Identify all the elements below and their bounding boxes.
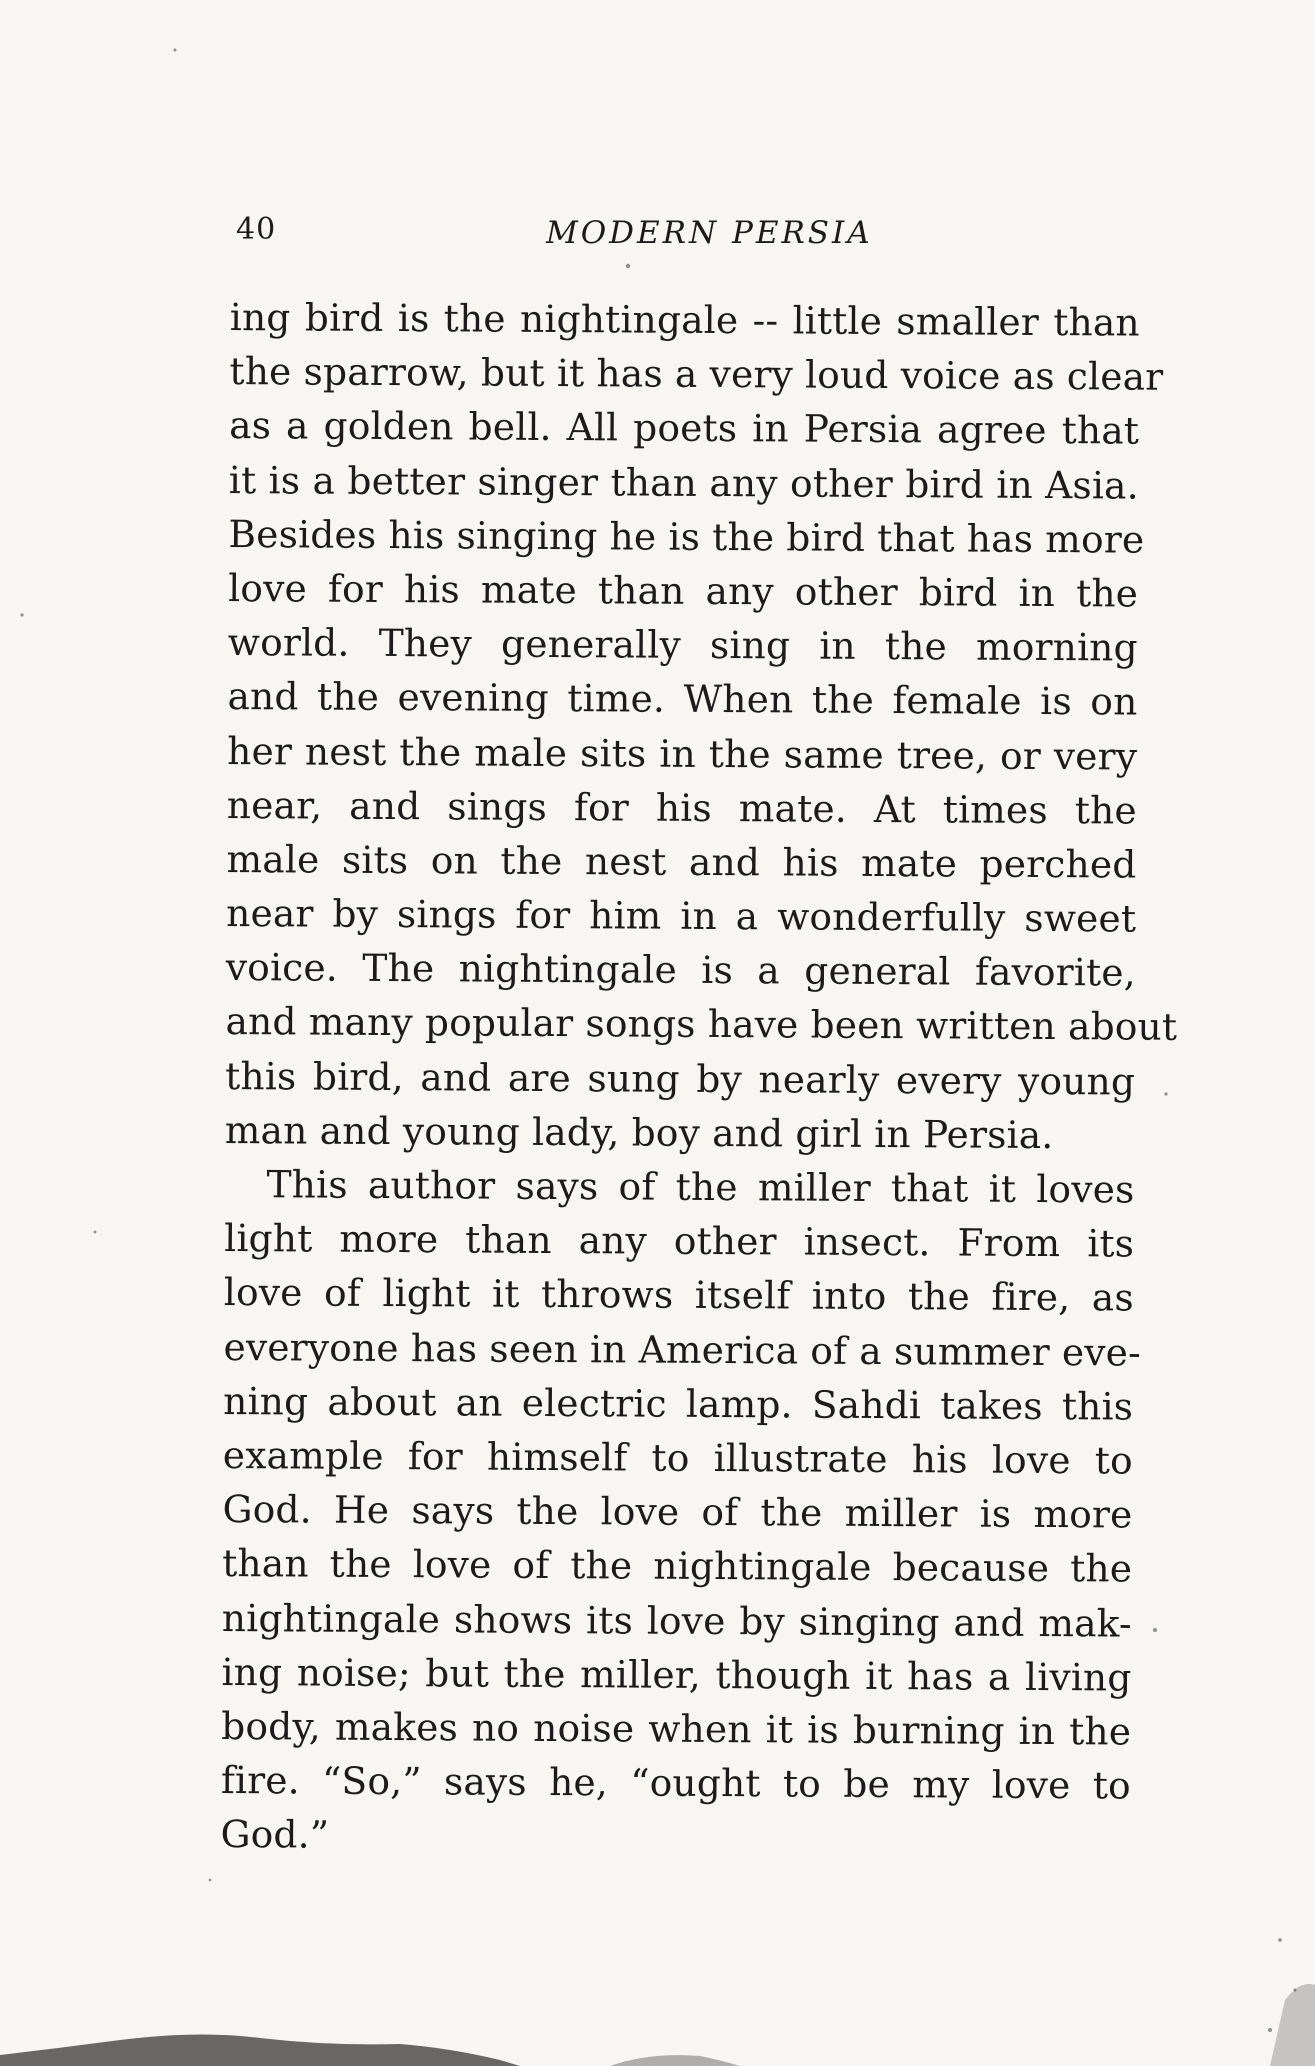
text-line: man and young lady, boy and girl in Persia. <box>224 1107 1054 1157</box>
book-title: MODERN PERSIA <box>546 215 873 251</box>
text-line: male sits on the nest and his mate perched <box>226 836 1137 887</box>
text-line: love of light it throws itself into the fire, as <box>223 1270 1134 1320</box>
text-line: God.” <box>220 1812 330 1857</box>
text-line: love for his mate than any other bird in the <box>228 565 1139 616</box>
text-line: ing bird is the nightingale -- little smaller than <box>229 294 1140 345</box>
text-line: everyone has seen in America of a summer eve- <box>223 1324 1142 1375</box>
text-line: voice. The nightingale is a general favorite, <box>225 945 1136 995</box>
body-text <box>220 290 1178 1867</box>
text-line: the sparrow, but it has a very loud voice as clear <box>229 349 1164 399</box>
text-line: light more than any other insect. From its <box>224 1216 1135 1266</box>
text-line: near by sings for him in a wonderfully sweet <box>226 891 1137 941</box>
text-line: fire. “So,” says he, “ought to be my love to <box>220 1758 1132 1808</box>
text-line: than the love of the nightingale because the <box>222 1541 1133 1591</box>
text-line: example for himself to illustrate his love to <box>222 1432 1134 1483</box>
text-line: ing noise; but the miller, though it has a living <box>221 1649 1132 1700</box>
text-line: it is a better singer than any other bird in Asia. <box>228 457 1139 508</box>
text-line: near, and sings for his mate. At times the <box>226 782 1137 833</box>
page-number: 40 <box>236 212 277 247</box>
text-line: nightingale shows its love by singing and mak- <box>221 1595 1133 1646</box>
text-line: body, makes no noise when it is burning in the <box>221 1703 1132 1754</box>
text-line: God. He says the love of the miller is more <box>222 1487 1133 1537</box>
text-line: her nest the male sits in the same tree, or very <box>227 728 1138 779</box>
text-line: this bird, and are sung by nearly every young <box>225 1053 1136 1104</box>
text-line: world. They generally sing in the morning <box>227 620 1138 670</box>
text-line: and the evening time. When the female is on <box>227 674 1138 724</box>
text-line: as a golden bell. All poets in Persia agree that <box>229 403 1140 453</box>
bottom-edge-smudge <box>0 1984 1315 2066</box>
text-line: Besides his singing he is the bird that has more <box>228 511 1145 562</box>
running-head <box>236 212 1136 262</box>
text-line: and many popular songs have been written about <box>225 999 1178 1050</box>
paragraph-start-line: This author says of the miller that it loves <box>266 1162 1135 1212</box>
text-line: ning about an electric lamp. Sahdi takes this <box>223 1378 1134 1429</box>
